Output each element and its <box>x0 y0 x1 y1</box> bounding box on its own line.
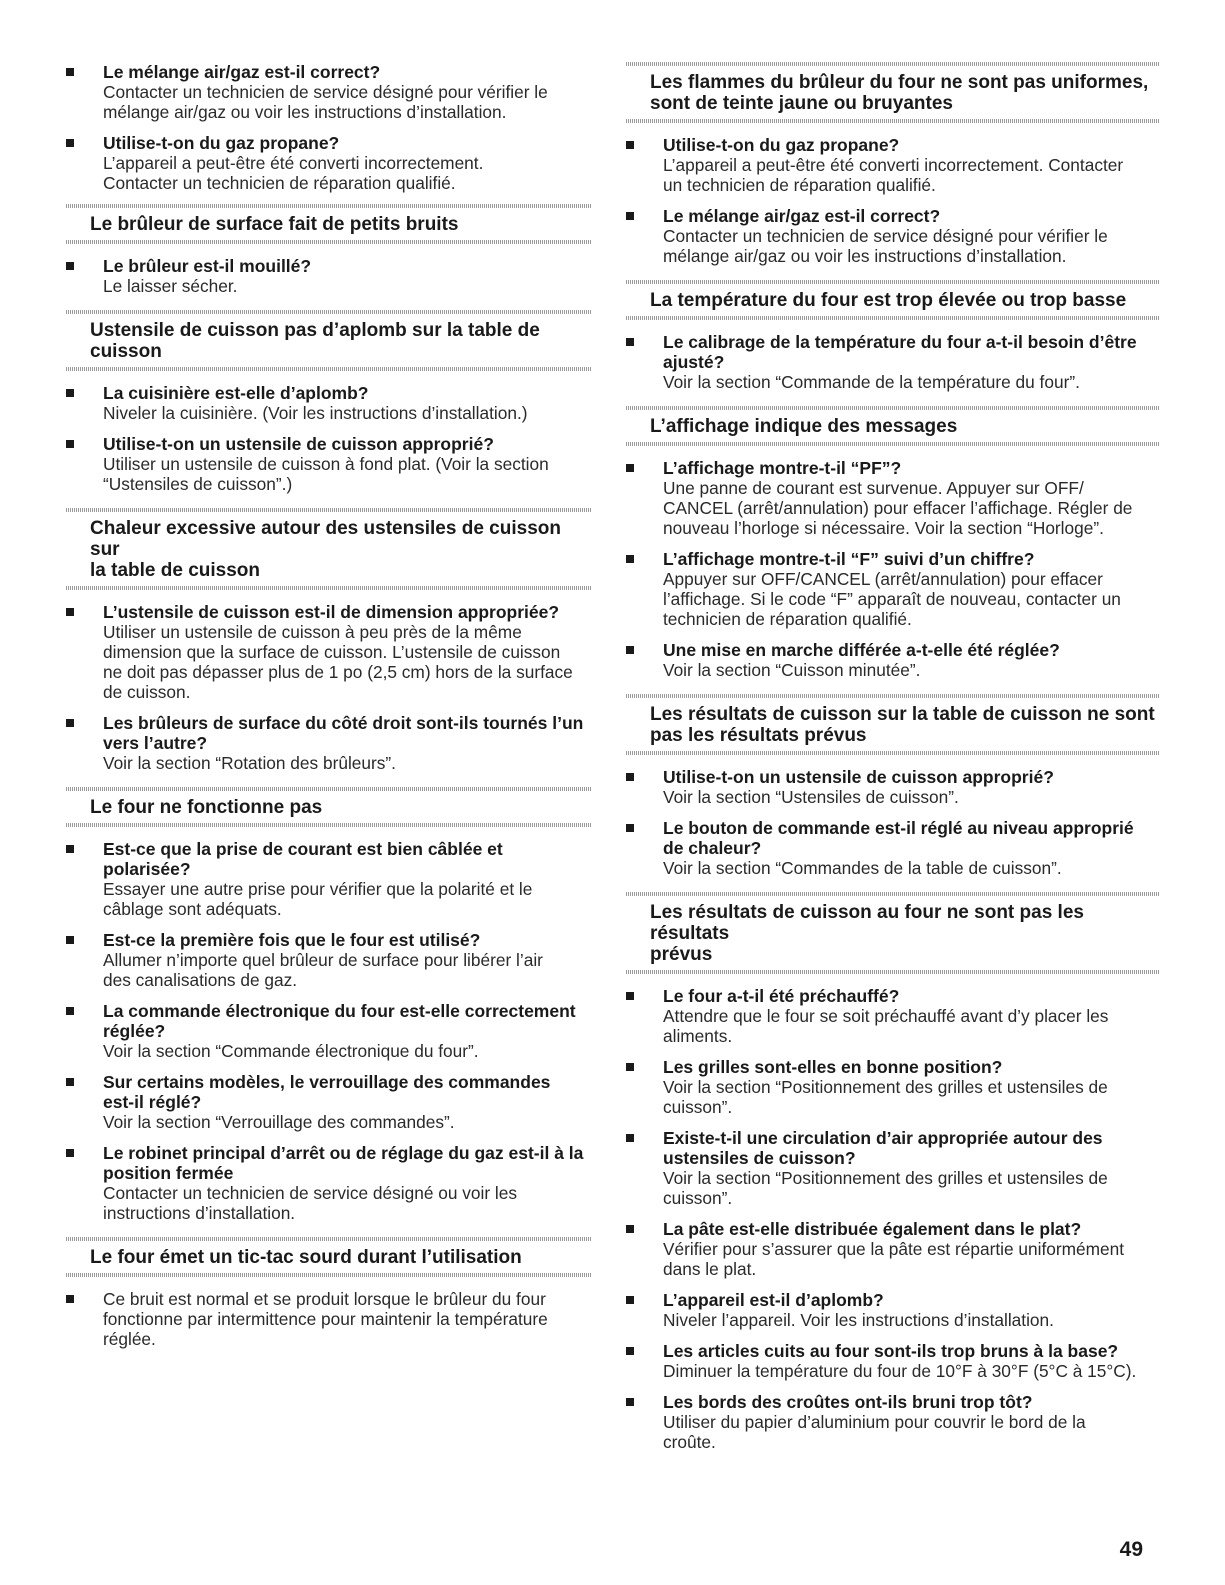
question-line: Le robinet principal d’arrêt ou de réglage du gaz est-il à la <box>103 1143 584 1163</box>
section-heading-line: Le four émet un tic-tac sourd durant l’utilisation <box>90 1247 522 1268</box>
bullet-icon <box>66 1078 74 1086</box>
list-item <box>626 135 1160 195</box>
divider-bottom <box>626 316 1160 320</box>
answer-line: CANCEL (arrêt/annulation) pour effacer l’affichage. Régler de <box>663 498 1133 518</box>
question-line: La cuisinière est-elle d’aplomb? <box>103 383 369 403</box>
answer-line: Voir la section “Positionnement des grilles et ustensiles de <box>663 1077 1108 1097</box>
answer-line: Le laisser sécher. <box>103 276 238 296</box>
trouble-section <box>626 280 1160 392</box>
item-list <box>626 767 1160 878</box>
section-heading-line: cuisson <box>90 341 162 362</box>
question-line: Est-ce que la prise de courant est bien câblée et <box>103 839 503 859</box>
answer-line: Attendre que le four se soit préchauffé avant d’y placer les <box>663 1006 1109 1026</box>
section-heading <box>626 66 1160 119</box>
bullet-icon <box>626 464 634 472</box>
answer-line: Contacter un technicien de réparation qualifié. <box>103 173 456 193</box>
section-heading-line: Les résultats de cuisson au four ne sont pas les résultats <box>650 902 1084 944</box>
bullet-icon <box>626 824 634 832</box>
answer-line: Voir la section “Commandes de la table de cuisson”. <box>663 858 1062 878</box>
answer-line: nouveau l’horloge si nécessaire. Voir la section “Horloge”. <box>663 518 1104 538</box>
bullet-icon <box>626 1296 634 1304</box>
divider-bottom <box>66 1273 591 1277</box>
bullet-icon <box>626 1225 634 1233</box>
page-number: 49 <box>1119 1538 1143 1561</box>
section-heading-line: Chaleur excessive autour des ustensiles de cuisson sur <box>90 518 561 560</box>
section-heading-line: sont de teinte jaune ou bruyantes <box>650 93 953 114</box>
trouble-section <box>626 62 1160 266</box>
list-item <box>66 256 591 296</box>
question-line: Utilise-t-on un ustensile de cuisson approprié? <box>103 434 494 454</box>
answer-line: un technicien de réparation qualifié. <box>663 175 936 195</box>
item-list <box>626 458 1160 680</box>
question: Utilise-t-on du gaz propane? <box>103 133 340 153</box>
question-line: Sur certains modèles, le verrouillage des commandes <box>103 1072 551 1092</box>
divider-bottom <box>66 367 591 371</box>
answer-line: croûte. <box>663 1432 716 1452</box>
list-item <box>66 434 591 494</box>
item-list <box>66 839 591 1223</box>
left-sections <box>66 204 591 1349</box>
question-line: Le bouton de commande est-il réglé au niveau approprié <box>663 818 1134 838</box>
trouble-section <box>626 406 1160 680</box>
section-heading <box>66 1241 591 1273</box>
question-line: La pâte est-elle distribuée également dans le plat? <box>663 1219 1082 1239</box>
answer-line: cuisson”. <box>663 1188 733 1208</box>
right-column <box>626 62 1160 1466</box>
bullet-icon <box>66 1295 74 1303</box>
answer-line: aliments. <box>663 1026 733 1046</box>
bullet-icon <box>66 68 74 76</box>
answer-line: technicien de réparation qualifié. <box>663 609 912 629</box>
list-item <box>626 1219 1160 1279</box>
divider-bottom <box>66 240 591 244</box>
bullet-icon <box>626 141 634 149</box>
question-line: vers l’autre? <box>103 733 208 753</box>
section-heading <box>626 698 1160 751</box>
list-item <box>66 133 591 193</box>
answer-line: câblage sont adéquats. <box>103 899 282 919</box>
list-item <box>626 1392 1160 1452</box>
trouble-section <box>66 787 591 1223</box>
list-item <box>626 458 1160 538</box>
answer-line: de cuisson. <box>103 682 191 702</box>
bullet-icon <box>626 1347 634 1355</box>
answer-line: Utiliser un ustensile de cuisson à peu près de la même <box>103 622 522 642</box>
section-heading-line: la table de cuisson <box>90 560 260 581</box>
answer-line: mélange air/gaz ou voir les instructions d’installation. <box>103 102 507 122</box>
answer-line: dans le plat. <box>663 1259 757 1279</box>
list-item <box>66 1289 591 1349</box>
section-heading <box>66 208 591 240</box>
section-heading-line: Les flammes du brûleur du four ne sont pas uniformes, <box>650 72 1149 93</box>
question-line: est-il réglé? <box>103 1092 202 1112</box>
right-sections <box>626 62 1160 1452</box>
section-heading <box>66 314 591 367</box>
list-item <box>626 1290 1160 1330</box>
bullet-icon <box>626 555 634 563</box>
question-line: L’appareil est-il d’aplomb? <box>663 1290 884 1310</box>
answer-line: Essayer une autre prise pour vérifier que la polarité et le <box>103 879 533 899</box>
question-line: L’affichage montre-t-il “F” suivi d’un chiffre? <box>663 549 1035 569</box>
answer-line: Une panne de courant est survenue. Appuyer sur OFF/ <box>663 478 1084 498</box>
answer-line: Voir la section “Positionnement des grilles et ustensiles de <box>663 1168 1108 1188</box>
item-list <box>626 986 1160 1452</box>
list-item <box>66 62 591 122</box>
section-heading <box>626 284 1160 316</box>
list-item <box>626 1341 1160 1381</box>
answer-line: Voir la section “Cuisson minutée”. <box>663 660 921 680</box>
divider-bottom <box>626 970 1160 974</box>
list-item <box>66 1072 591 1132</box>
answer-line: Allumer n’importe quel brûleur de surface pour libérer l’air <box>103 950 543 970</box>
bullet-icon <box>66 1149 74 1157</box>
divider-bottom <box>66 586 591 590</box>
question-line: polarisée? <box>103 859 191 879</box>
question-line: Le mélange air/gaz est-il correct? <box>663 206 941 226</box>
answer-line: des canalisations de gaz. <box>103 970 298 990</box>
item-list <box>626 135 1160 266</box>
list-item <box>66 713 591 773</box>
answer-line: L’appareil a peut-être été converti incorrectement. <box>103 153 484 173</box>
answer-line: Vérifier pour s’assurer que la pâte est répartie uniformément <box>663 1239 1125 1259</box>
question-line: L’ustensile de cuisson est-il de dimension appropriée? <box>103 602 560 622</box>
answer-line: Contacter un technicien de service désigné pour vérifier le <box>103 82 548 102</box>
answer-line: ne doit pas dépasser plus de 1 po (2,5 cm) hors de la surface <box>103 662 573 682</box>
trouble-section <box>626 892 1160 1452</box>
answer-line: dimension que la surface de cuisson. L’ustensile de cuisson <box>103 642 561 662</box>
bullet-icon <box>626 338 634 346</box>
question-line: ustensiles de cuisson? <box>663 1148 856 1168</box>
question-line: Une mise en marche différée a-t-elle été réglée? <box>663 640 1060 660</box>
bullet-icon <box>66 936 74 944</box>
question-line: Utilise-t-on du gaz propane? <box>663 135 900 155</box>
question-line: Les bords des croûtes ont-ils bruni trop tôt? <box>663 1392 1033 1412</box>
section-heading <box>626 896 1160 970</box>
intro-items <box>66 62 591 193</box>
answer-line: Contacter un technicien de service désigné ou voir les <box>103 1183 518 1203</box>
question-line: La commande électronique du four est-elle correctement <box>103 1001 576 1021</box>
question-line: Les articles cuits au four sont-ils trop bruns à la base? <box>663 1341 1119 1361</box>
bullet-icon <box>626 1063 634 1071</box>
answer-line: Voir la section “Rotation des brûleurs”. <box>103 753 396 773</box>
question-line: Le calibrage de la température du four a-t-il besoin d’être <box>663 332 1137 352</box>
section-heading-line: prévus <box>650 944 713 965</box>
bullet-icon <box>66 608 74 616</box>
question-line: réglée? <box>103 1021 166 1041</box>
divider-bottom <box>626 119 1160 123</box>
question-line: ajusté? <box>663 352 725 372</box>
section-heading-line: Les résultats de cuisson sur la table de cuisson ne sont <box>650 704 1155 725</box>
list-item <box>626 986 1160 1046</box>
list-item <box>626 206 1160 266</box>
list-item <box>66 1001 591 1061</box>
answer-line: L’appareil a peut-être été converti incorrectement. Contacter <box>663 155 1124 175</box>
bullet-icon <box>66 1007 74 1015</box>
divider-bottom <box>66 823 591 827</box>
question-line: Le brûleur est-il mouillé? <box>103 256 312 276</box>
section-heading-line: Ustensile de cuisson pas d’aplomb sur la table de <box>90 320 540 341</box>
bullet-icon <box>66 262 74 270</box>
bullet-icon <box>626 992 634 1000</box>
question: Le mélange air/gaz est-il correct? <box>103 62 381 82</box>
question-line: Utilise-t-on un ustensile de cuisson approprié? <box>663 767 1054 787</box>
question-line: Est-ce la première fois que le four est utilisé? <box>103 930 481 950</box>
answer-line: Contacter un technicien de service désigné pour vérifier le <box>663 226 1108 246</box>
question-line: position fermée <box>103 1163 234 1183</box>
list-item <box>626 640 1160 680</box>
list-item <box>626 332 1160 392</box>
answer-line: instructions d’installation. <box>103 1203 296 1223</box>
bullet-icon <box>66 845 74 853</box>
answer-line: mélange air/gaz ou voir les instructions d’installation. <box>663 246 1067 266</box>
answer-line: Utiliser un ustensile de cuisson à fond plat. (Voir la section <box>103 454 549 474</box>
section-heading-line: Le four ne fonctionne pas <box>90 797 323 818</box>
answer-line: Ce bruit est normal et se produit lorsque le brûleur du four <box>103 1289 546 1309</box>
answer-line: Niveler la cuisinière. (Voir les instructions d’installation.) <box>103 403 528 423</box>
bullet-icon <box>66 389 74 397</box>
list-item <box>66 1143 591 1223</box>
trouble-section <box>66 508 591 773</box>
answer-line: Voir la section “Commande de la température du four”. <box>663 372 1080 392</box>
bullet-icon <box>66 139 74 147</box>
left-column <box>66 62 591 1363</box>
divider-bottom <box>626 751 1160 755</box>
bullet-icon <box>626 646 634 654</box>
list-item <box>626 767 1160 807</box>
section-heading <box>626 410 1160 442</box>
trouble-section <box>66 204 591 296</box>
question-line: Existe-t-il une circulation d’air appropriée autour des <box>663 1128 1103 1148</box>
trouble-section <box>626 694 1160 878</box>
list-item <box>66 839 591 919</box>
divider-bottom <box>626 442 1160 446</box>
trouble-section <box>66 1237 591 1349</box>
answer-line: “Ustensiles de cuisson”.) <box>103 474 293 494</box>
section-heading-line: L’affichage indique des messages <box>650 416 958 437</box>
answer-line: Appuyer sur OFF/CANCEL (arrêt/annulation) pour effacer <box>663 569 1103 589</box>
section-heading <box>66 791 591 823</box>
item-list <box>66 602 591 773</box>
section-heading <box>66 512 591 586</box>
item-list <box>66 1289 591 1349</box>
list-item <box>626 549 1160 629</box>
section-heading-line: pas les résultats prévus <box>650 725 867 746</box>
bullet-icon <box>626 773 634 781</box>
question-line: de chaleur? <box>663 838 762 858</box>
answer-line: Niveler l’appareil. Voir les instructions d’installation. <box>663 1310 1054 1330</box>
bullet-icon <box>66 719 74 727</box>
item-list <box>626 332 1160 392</box>
question-line: Le four a-t-il été préchauffé? <box>663 986 900 1006</box>
question-line: L’affichage montre-t-il “PF”? <box>663 458 902 478</box>
bullet-icon <box>66 440 74 448</box>
list-item <box>66 602 591 702</box>
answer-line: Voir la section “Verrouillage des commandes”. <box>103 1112 455 1132</box>
answer-line: fonctionne par intermittence pour maintenir la température <box>103 1309 548 1329</box>
answer-line: Utiliser du papier d’aluminium pour couvrir le bord de la <box>663 1412 1086 1432</box>
list-item <box>626 1128 1160 1208</box>
list-item <box>66 383 591 423</box>
section-heading-line: La température du four est trop élevée ou trop basse <box>650 290 1127 311</box>
trouble-section <box>66 310 591 494</box>
answer-line: Voir la section “Commande électronique du four”. <box>103 1041 479 1061</box>
list-item <box>66 930 591 990</box>
bullet-icon <box>626 1398 634 1406</box>
bullet-icon <box>626 1134 634 1142</box>
section-heading-line: Le brûleur de surface fait de petits bruits <box>90 214 459 235</box>
question-line: Les brûleurs de surface du côté droit sont-ils tournés l’un <box>103 713 584 733</box>
item-list <box>66 383 591 494</box>
item-list <box>66 256 591 296</box>
list-item <box>626 1057 1160 1117</box>
answer-line: Voir la section “Ustensiles de cuisson”. <box>663 787 959 807</box>
question-line: Les grilles sont-elles en bonne position? <box>663 1057 1003 1077</box>
list-item <box>626 818 1160 878</box>
answer-line: l’affichage. Si le code “F” apparaît de nouveau, contacter un <box>663 589 1121 609</box>
answer-line: réglée. <box>103 1329 156 1349</box>
answer-line: cuisson”. <box>663 1097 733 1117</box>
answer-line: Diminuer la température du four de 10°F à 30°F (5°C à 15°C). <box>663 1361 1137 1381</box>
bullet-icon <box>626 212 634 220</box>
